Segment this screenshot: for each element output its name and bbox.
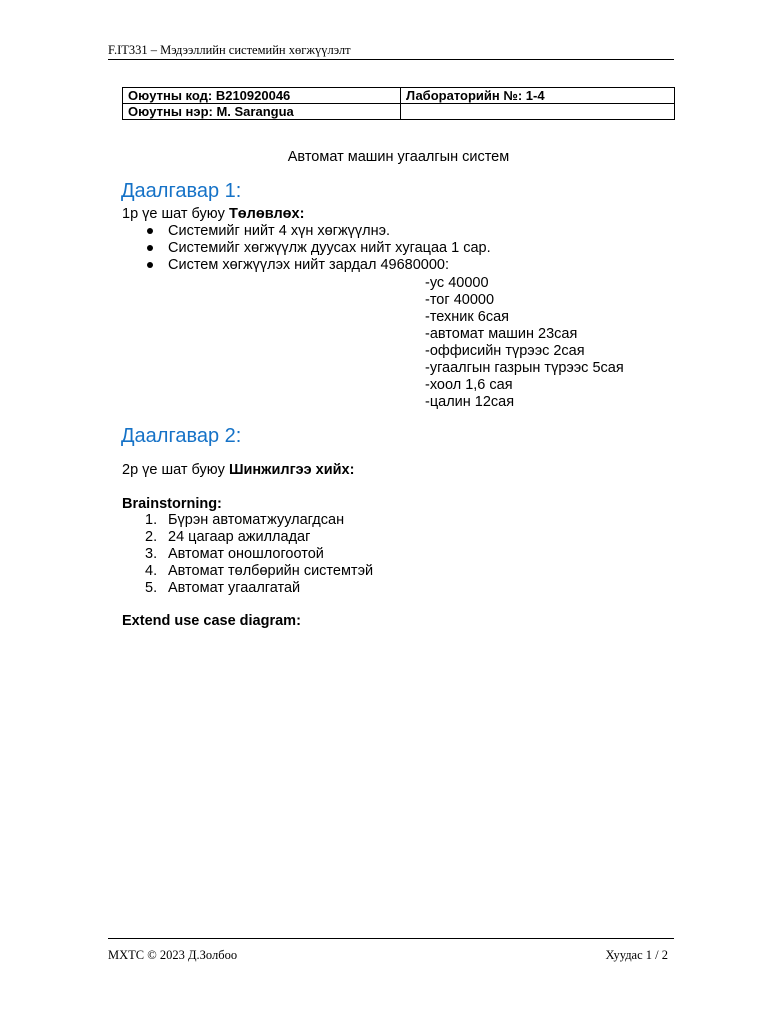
list-item: -цалин 12сая: [425, 394, 515, 410]
item-number: 3.: [145, 546, 158, 562]
bullet-text: Системийг хөгжүүлж дуусах нийт хугацаа 1 сар.: [168, 240, 491, 256]
list-item: -техник 6сая: [425, 309, 510, 325]
footer-copyright: МХТС © 2023 Д.Золбоо: [108, 948, 238, 962]
brainstorm-list: [145, 512, 373, 597]
task1-bullet-list: [145, 223, 491, 274]
student-code-cell: Оюутны код: B210920046: [123, 88, 401, 104]
bullet-icon: [147, 228, 153, 234]
item-text: Автомат угаалгатай: [168, 580, 301, 596]
item-number: 2.: [145, 529, 158, 545]
item-text: Автомат оношлогоотой: [168, 546, 324, 562]
list-item: [145, 240, 491, 257]
page-number: Хуудас 1 / 2: [605, 948, 668, 962]
bullet-text: Системийг нийт 4 хүн хөгжүүлнэ.: [168, 223, 391, 239]
item-number: 4.: [145, 563, 158, 579]
list-item: -автомат машин 23сая: [425, 326, 578, 342]
list-item: [145, 257, 491, 274]
document-title: Автомат машин угаалгын систем: [287, 149, 510, 165]
list-item: [145, 512, 373, 529]
list-item: [145, 223, 491, 240]
bullet-icon: [147, 262, 153, 268]
list-item: -ус 40000: [425, 275, 489, 291]
list-item: -хоол 1,6 сая: [425, 377, 513, 393]
item-text: Автомат төлбөрийн системтэй: [168, 563, 374, 579]
list-item: [145, 529, 373, 546]
list-item: -оффисийн түрээс 2сая: [425, 343, 585, 359]
page-header: F.IT331 – Мэдээллийн системийн хөгжүүлэлт: [108, 42, 674, 60]
table-row: [123, 88, 675, 104]
list-item: -угаалгын газрын түрээс 5сая: [425, 360, 624, 376]
list-item: [145, 563, 373, 580]
task2-intro-prefix: 2р үе шат буюу: [122, 462, 229, 478]
lab-number-cell: Лабораторийн №: 1-4: [401, 88, 675, 104]
item-number: 1.: [145, 512, 158, 528]
bullet-icon: [147, 245, 153, 251]
page-footer: [108, 938, 674, 962]
task1-heading: Даалгавар 1:: [121, 180, 242, 202]
brainstorm-label: Brainstorning:: [122, 496, 222, 512]
task1-intro-bold: Төлөвлөх:: [228, 206, 305, 222]
list-item: [145, 546, 373, 563]
task2-intro: [122, 462, 354, 479]
student-name-cell: Оюутны нэр: M. Sarangua: [123, 104, 401, 120]
list-item: [145, 580, 373, 597]
student-info-table: [122, 87, 675, 120]
bullet-text: Систем хөгжүүлэх нийт зардал 49680000:: [168, 257, 450, 273]
task1-intro: [122, 206, 304, 223]
diagram-label: Extend use case diagram:: [122, 613, 301, 629]
item-text: 24 цагаар ажилладаг: [168, 529, 311, 545]
task2-intro-bold: Шинжилгээ хийх:: [228, 462, 355, 478]
list-item: -тог 40000: [425, 292, 495, 308]
item-number: 5.: [145, 580, 158, 596]
task1-intro-prefix: 1р үе шат буюу: [122, 206, 229, 222]
item-text: Бүрэн автоматжуулагдсан: [168, 512, 345, 528]
cost-breakdown-list: [425, 275, 624, 411]
empty-cell: [401, 104, 675, 120]
table-row: [123, 104, 675, 120]
task2-heading: Даалгавар 2:: [121, 425, 242, 447]
